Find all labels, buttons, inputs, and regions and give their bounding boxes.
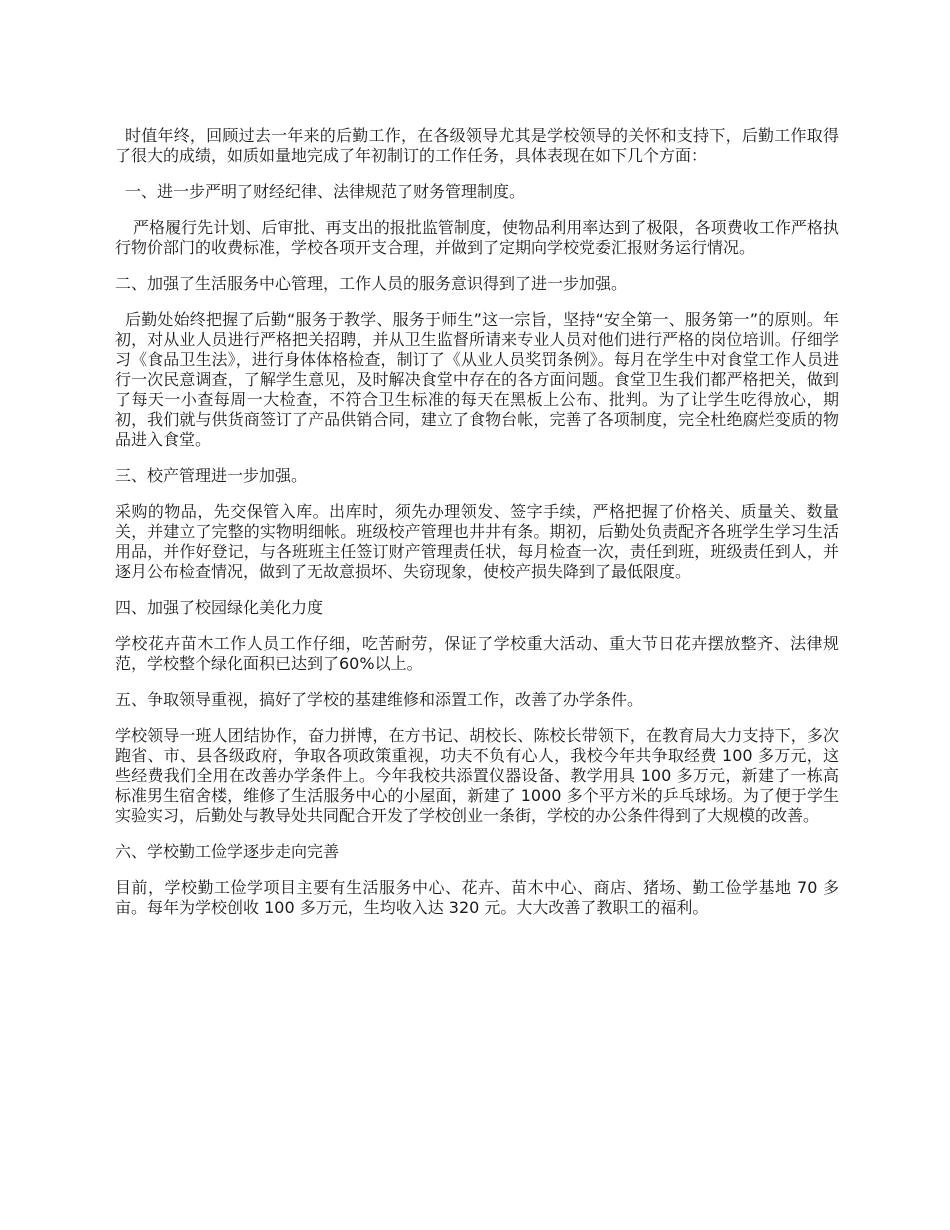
section-heading-3: 三、校产管理进一步加强。 [115, 466, 308, 485]
section-heading-6: 六、学校勤工俭学逐步走向完善 [115, 842, 340, 861]
section-body-5: 学校领导一班人团结协作，奋力拼博，在方书记、胡校长、陈校长带领下，在教育局大力支持下，多次跑省、市、县各级政府，争取各项政策重视，功夫不负有心人，我校今年共争取经费 100 多万元，这些经费我们全用在改善办学条件上。今年我校共添置仪器设备、教学用具 100 多万元，新建了一栋高标准男生宿舍楼，维修了生活服务中心的小屋面，新建了 1000 多个平方米的乒乓球场。为了便于学生实验实习，后勤处与教导处共同配合开发了学校创业一条街，学校的办公条件得到了大规模的改善。 [115, 726, 839, 825]
intro-paragraph: 时值年终，回顾过去一年来的后勤工作，在各级领导尤其是学校领导的关怀和支持下，后勤工作取得了很大的成绩，如质如量地完成了年初制订的工作任务，具体表现在如下几个方面： [115, 126, 839, 165]
section-heading-2: 二、加强了生活服务中心管理，工作人员的服务意识得到了进一步加强。 [115, 274, 628, 293]
section-body-2: 后勤处始终把握了后勤“服务于教学、服务于师生”这一宗旨，坚持“安全第一、服务第一”的原则。年初，对从业人员进行严格把关招聘，并从卫生监督所请来专业人员对他们进行严格的岗位培训。仔细学习《食品卫生法》，进行身体体格检查，制订了《从业人员奖罚条例》。每月在学生中对食堂工作人员进行一次民意调查，了解学生意见，及时解决食堂中存在的各方面问题。食堂卫生我们都严格把关，做到了每天一小查每周一大检查，不符合卫生标准的每天在黑板上公布、批判。为了让学生吃得放心，期初，我们就与供货商签订了产品供销合同，建立了食物台帐，完善了各项制度，完全杜绝腐烂变质的物品进入食堂。 [115, 310, 839, 449]
section-heading-5: 五、争取领导重视，搞好了学校的基建维修和添置工作，改善了办学条件。 [115, 690, 644, 709]
document-body [115, 126, 839, 934]
section-body-1: 严格履行先计划、后审批、再支出的报批监管制度，使物品利用率达到了极限，各项费收工作严格执行物价部门的收费标准，学校各项开支合理，并做到了定期向学校党委汇报财务运行情况。 [115, 218, 839, 257]
section-body-3: 采购的物品，先交保管入库。出库时，须先办理领发、签字手续，严格把握了价格关、质量关、数量关，并建立了完整的实物明细帐。班级校产管理也井井有条。期初，后勤处负责配齐各班学生学习生活用品，并作好登记，与各班班主任签订财产管理责任状，每月检查一次，责任到班，班级责任到人，并逐月公布检查情况，做到了无故意损坏、失窃现象，使校产损失降到了最低限度。 [115, 502, 839, 581]
section-heading-4: 四、加强了校园绿化美化力度 [115, 598, 324, 617]
section-body-4: 学校花卉苗木工作人员工作仔细，吃苦耐劳，保证了学校重大活动、重大节日花卉摆放整齐、法律规范，学校整个绿化面积已达到了60%以上。 [115, 634, 839, 673]
section-heading-1: 一、进一步严明了财经纪律、法律规范了财务管理制度。 [125, 182, 526, 201]
section-body-6: 目前，学校勤工俭学项目主要有生活服务中心、花卉、苗木中心、商店、猪场、勤工俭学基地 70 多亩。每年为学校创收 100 多万元，生均收入达 320 元。大大改善了教职工的福利。 [115, 878, 839, 917]
